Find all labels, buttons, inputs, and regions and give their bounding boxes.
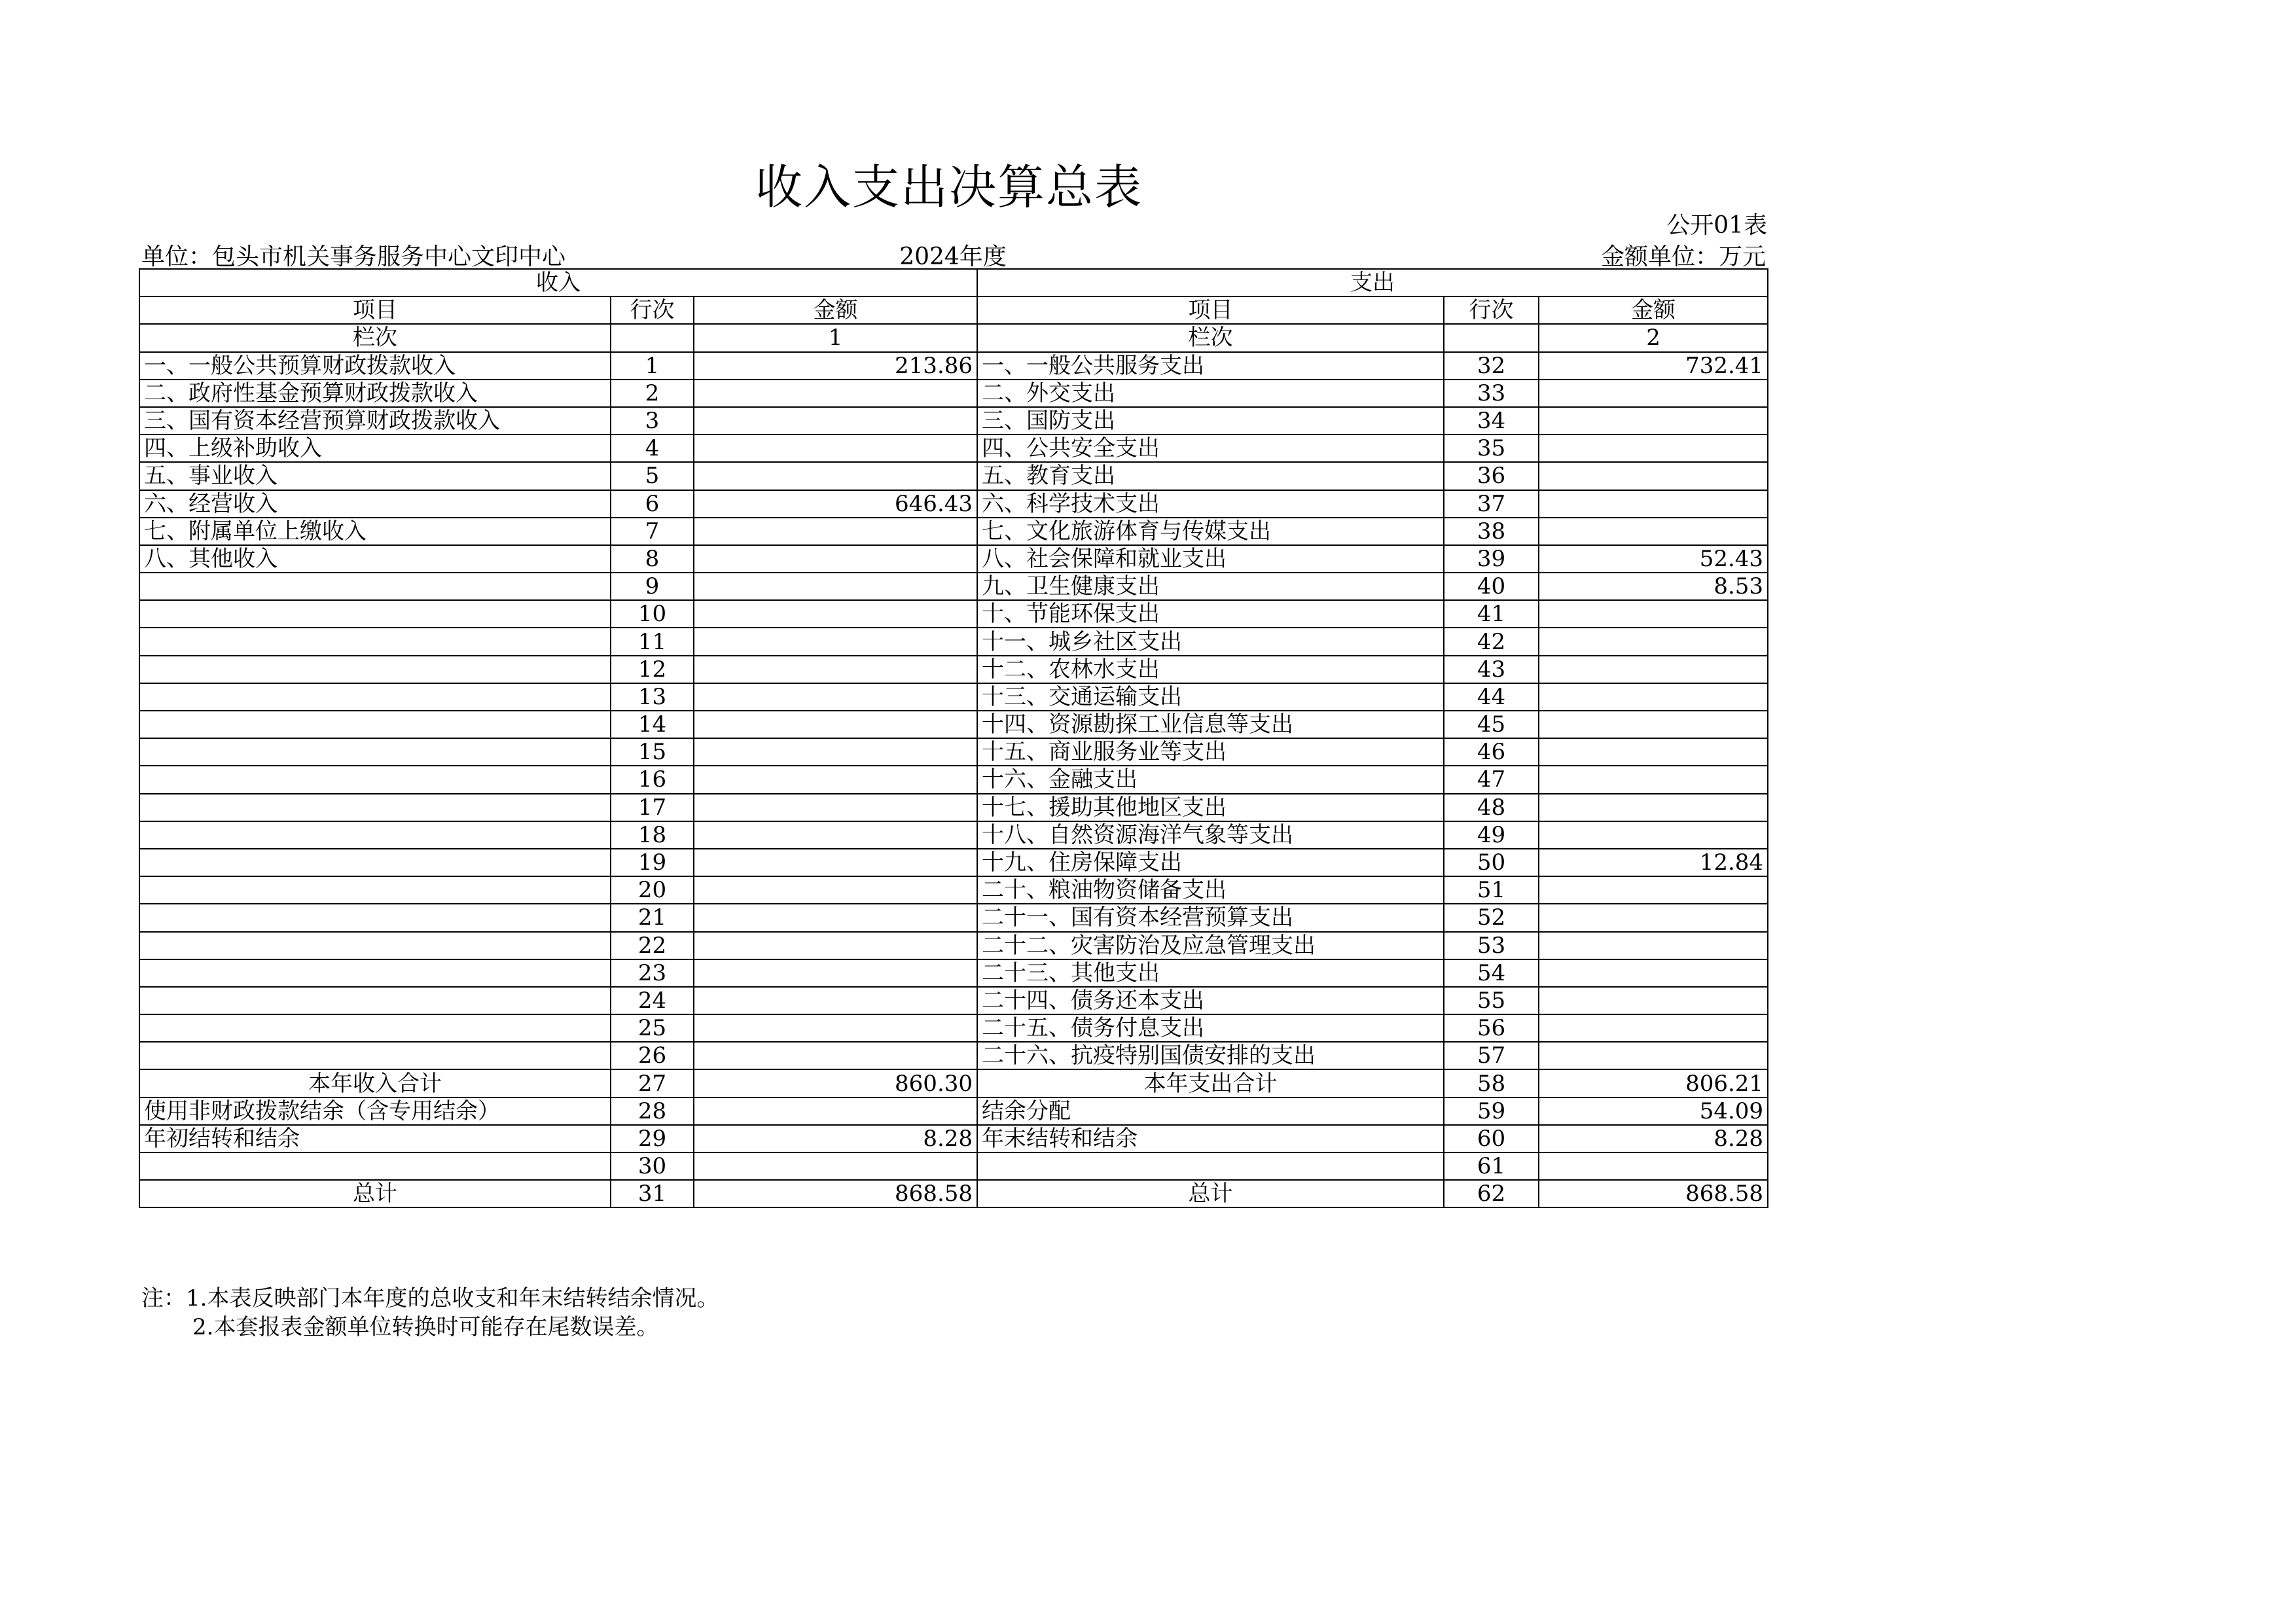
expense-item-cell: 年末结转和结余 [977,1125,1444,1152]
table-row [139,711,1768,738]
income-amount-cell [694,683,977,711]
expense-amount-cell [1539,959,1768,987]
expense-item-cell: 三、国防支出 [977,407,1444,435]
expense-line-cell: 53 [1444,932,1539,959]
income-line-cell: 23 [611,959,694,987]
income-item-cell [139,904,611,931]
income-item-cell: 七、附属单位上缴收入 [139,518,611,545]
income-amount-cell: 8.28 [694,1125,977,1152]
expense-line-cell: 55 [1444,987,1539,1014]
expense-item-cell: 十三、交通运输支出 [977,683,1444,711]
income-item-cell [139,628,611,655]
expense-amount-cell: 732.41 [1539,352,1768,380]
expense-line-cell: 48 [1444,794,1539,821]
expense-item-cell: 十、节能环保支出 [977,600,1444,628]
expense-line-cell: 34 [1444,407,1539,435]
income-amount-cell [694,766,977,793]
expense-line-cell: 50 [1444,849,1539,876]
income-item-cell [139,794,611,821]
expense-amount-cell [1539,490,1768,518]
income-amount-cell [694,959,977,987]
income-line-cell: 8 [611,545,694,573]
income-amount-cell [694,932,977,959]
form-number: 公开01表 [1666,212,1767,239]
table-row [139,766,1768,793]
expense-item-cell: 十八、自然资源海洋气象等支出 [977,821,1444,849]
income-item-cell [139,766,611,793]
expense-item-cell [977,1152,1444,1180]
expense-amount-cell [1539,628,1768,655]
income-item-header: 项目 [139,296,611,324]
expense-item-cell: 四、公共安全支出 [977,435,1444,462]
expense-amount-cell [1539,518,1768,545]
footnotes [141,1284,719,1342]
income-line-cell: 3 [611,407,694,435]
expense-line-cell: 32 [1444,352,1539,380]
income-line-cell: 17 [611,794,694,821]
expense-amount-cell [1539,462,1768,490]
expense-amount-cell [1539,876,1768,904]
expense-line-cell: 59 [1444,1097,1539,1125]
income-line-cell: 6 [611,490,694,518]
income-amount-cell [694,849,977,876]
income-amount-cell [694,1042,977,1069]
income-line-cell: 20 [611,876,694,904]
income-amount-cell [694,518,977,545]
income-line-cell: 21 [611,904,694,931]
expense-item-cell: 十一、城乡社区支出 [977,628,1444,655]
income-amount-cell [694,794,977,821]
expense-item-cell: 二十五、债务付息支出 [977,1014,1444,1042]
table-row [139,794,1768,821]
income-line-cell: 27 [611,1069,694,1097]
table-row [139,683,1768,711]
income-amount-cell [694,435,977,462]
income-amount-cell [694,380,977,407]
expense-amount-cell [1539,821,1768,849]
expense-line-cell: 36 [1444,462,1539,490]
expense-amount-cell [1539,1152,1768,1180]
income-line-cell: 11 [611,628,694,655]
income-item-cell [139,821,611,849]
income-item-cell: 三、国有资本经营预算财政拨款收入 [139,407,611,435]
table-row [139,628,1768,655]
expense-line-blank [1444,324,1539,351]
income-item-cell [139,987,611,1014]
income-item-cell [139,711,611,738]
footnote-1: 注：1.本表反映部门本年度的总收支和年末结转结余情况。 [141,1285,719,1311]
income-amount-cell [694,462,977,490]
income-item-cell: 五、事业收入 [139,462,611,490]
table-row [139,876,1768,904]
income-line-cell: 29 [611,1125,694,1152]
income-line-cell: 18 [611,821,694,849]
table-row [139,1042,1768,1069]
income-line-cell: 5 [611,462,694,490]
income-line-blank [611,324,694,351]
footnote-2: 2.本套报表金额单位转换时可能存在尾数误差。 [192,1314,659,1340]
expense-item-cell: 十七、援助其他地区支出 [977,794,1444,821]
income-line-cell: 7 [611,518,694,545]
income-line-cell: 28 [611,1097,694,1125]
table-row [139,545,1768,573]
table-row [139,518,1768,545]
page-title: 收入支出决算总表 [755,160,1143,215]
income-item-cell [139,573,611,600]
expense-item-cell: 一、一般公共服务支出 [977,352,1444,380]
income-amount-cell [694,876,977,904]
income-item-cell: 本年收入合计 [139,1069,611,1097]
expense-item-cell: 二十一、国有资本经营预算支出 [977,904,1444,931]
table-row [139,656,1768,683]
expense-item-cell: 二、外交支出 [977,380,1444,407]
expense-line-cell: 44 [1444,683,1539,711]
expense-amount-cell [1539,435,1768,462]
income-line-cell: 31 [611,1180,694,1207]
income-amount-cell: 213.86 [694,352,977,380]
income-line-cell: 12 [611,656,694,683]
expense-line-cell: 37 [1444,490,1539,518]
income-item-cell [139,876,611,904]
expense-line-cell: 57 [1444,1042,1539,1069]
expense-amount-cell: 52.43 [1539,545,1768,573]
expense-line-cell: 60 [1444,1125,1539,1152]
fiscal-year-label: 2024年度 [899,243,1007,270]
table-row [139,1152,1768,1180]
table-row [139,380,1768,407]
expense-item-cell: 十二、农林水支出 [977,656,1444,683]
income-amount-cell: 868.58 [694,1180,977,1207]
expense-item-header: 项目 [977,296,1444,324]
expense-line-cell: 38 [1444,518,1539,545]
income-line-cell: 25 [611,1014,694,1042]
income-expense-table [139,268,1768,1208]
expense-amount-cell [1539,904,1768,931]
expense-line-cell: 56 [1444,1014,1539,1042]
table-row [139,1180,1768,1207]
expense-amount-cell [1539,711,1768,738]
income-line-cell: 24 [611,987,694,1014]
table-row [139,1125,1768,1152]
expense-amount-cell [1539,683,1768,711]
table-row [139,932,1768,959]
income-amount-cell [694,628,977,655]
income-amount-cell: 646.43 [694,490,977,518]
table-row [139,959,1768,987]
expense-line-cell: 42 [1444,628,1539,655]
income-column-label: 栏次 [139,324,611,351]
expense-item-cell: 十四、资源勘探工业信息等支出 [977,711,1444,738]
table-row [139,1097,1768,1125]
expense-line-cell: 46 [1444,738,1539,766]
expense-item-cell: 结余分配 [977,1097,1444,1125]
expense-line-cell: 52 [1444,904,1539,931]
unit-line [139,237,1767,270]
table-row [139,1014,1768,1042]
income-line-cell: 22 [611,932,694,959]
expense-amount-cell: 806.21 [1539,1069,1768,1097]
income-amount-cell [694,656,977,683]
income-amount-cell: 860.30 [694,1069,977,1097]
income-line-cell: 9 [611,573,694,600]
expense-amount-cell [1539,932,1768,959]
income-amount-cell [694,987,977,1014]
expense-amount-cell: 868.58 [1539,1180,1768,1207]
income-item-cell [139,656,611,683]
table-row [139,352,1768,380]
expense-line-header: 行次 [1444,296,1539,324]
income-item-cell [139,849,611,876]
table-row [139,738,1768,766]
expense-item-cell: 五、教育支出 [977,462,1444,490]
income-item-cell [139,1042,611,1069]
income-line-cell: 2 [611,380,694,407]
income-item-cell: 使用非财政拨款结余（含专用结余） [139,1097,611,1125]
expense-line-cell: 51 [1444,876,1539,904]
income-amount-cell [694,573,977,600]
expense-item-cell: 八、社会保障和就业支出 [977,545,1444,573]
table-row [139,600,1768,628]
income-amount-cell [694,904,977,931]
expense-item-cell: 本年支出合计 [977,1069,1444,1097]
expense-item-cell: 二十四、债务还本支出 [977,987,1444,1014]
expense-line-cell: 35 [1444,435,1539,462]
income-line-cell: 10 [611,600,694,628]
expense-line-cell: 49 [1444,821,1539,849]
expense-amount-header: 金额 [1539,296,1768,324]
income-column-number: 1 [694,324,977,351]
income-amount-cell [694,738,977,766]
income-item-cell [139,959,611,987]
income-item-cell [139,683,611,711]
expense-amount-cell [1539,794,1768,821]
income-amount-cell [694,545,977,573]
expense-section-header: 支出 [977,269,1768,296]
expense-line-cell: 58 [1444,1069,1539,1097]
income-line-cell: 13 [611,683,694,711]
income-line-cell: 1 [611,352,694,380]
income-amount-header: 金额 [694,296,977,324]
expense-item-cell: 十九、住房保障支出 [977,849,1444,876]
table-row [139,407,1768,435]
expense-line-cell: 40 [1444,573,1539,600]
table-row [139,1069,1768,1097]
income-item-cell: 总计 [139,1180,611,1207]
expense-line-cell: 43 [1444,656,1539,683]
expense-amount-cell: 54.09 [1539,1097,1768,1125]
column-header-row [139,296,1768,324]
expense-line-cell: 33 [1444,380,1539,407]
income-line-cell: 19 [611,849,694,876]
income-amount-cell [694,600,977,628]
expense-amount-cell [1539,766,1768,793]
table-row [139,462,1768,490]
table-row [139,987,1768,1014]
expense-column-number: 2 [1539,324,1768,351]
table-row [139,573,1768,600]
income-item-cell [139,600,611,628]
expense-column-label: 栏次 [977,324,1444,351]
expense-item-cell: 二十二、灾害防治及应急管理支出 [977,932,1444,959]
expense-item-cell: 七、文化旅游体育与传媒支出 [977,518,1444,545]
expense-item-cell: 六、科学技术支出 [977,490,1444,518]
money-unit-label: 金额单位：万元 [1600,243,1766,270]
income-line-cell: 30 [611,1152,694,1180]
income-item-cell [139,738,611,766]
expense-amount-cell: 8.53 [1539,573,1768,600]
expense-line-cell: 39 [1444,545,1539,573]
income-amount-cell [694,407,977,435]
income-item-cell: 四、上级补助收入 [139,435,611,462]
expense-amount-cell [1539,600,1768,628]
expense-item-cell: 十六、金融支出 [977,766,1444,793]
table-row [139,849,1768,876]
expense-item-cell: 十五、商业服务业等支出 [977,738,1444,766]
income-section-header: 收入 [139,269,977,296]
income-amount-cell [694,711,977,738]
income-amount-cell [694,821,977,849]
income-amount-cell [694,1014,977,1042]
expense-item-cell: 总计 [977,1180,1444,1207]
expense-item-cell: 二十、粮油物资储备支出 [977,876,1444,904]
expense-line-cell: 61 [1444,1152,1539,1180]
section-header-row [139,269,1768,296]
expense-amount-cell [1539,1014,1768,1042]
income-line-cell: 15 [611,738,694,766]
table-row [139,904,1768,931]
expense-line-cell: 45 [1444,711,1539,738]
table-row [139,435,1768,462]
expense-line-cell: 54 [1444,959,1539,987]
organization-label: 单位：包头市机关事务服务中心文印中心 [141,243,566,270]
expense-item-cell: 二十三、其他支出 [977,959,1444,987]
expense-line-cell: 62 [1444,1180,1539,1207]
expense-amount-cell: 12.84 [1539,849,1768,876]
expense-amount-cell [1539,380,1768,407]
income-item-cell: 年初结转和结余 [139,1125,611,1152]
table-row [139,490,1768,518]
income-line-header: 行次 [611,296,694,324]
income-amount-cell [694,1152,977,1180]
table-row [139,821,1768,849]
expense-amount-cell [1539,738,1768,766]
expense-line-cell: 47 [1444,766,1539,793]
income-item-cell: 六、经营收入 [139,490,611,518]
expense-amount-cell: 8.28 [1539,1125,1768,1152]
income-item-cell: 一、一般公共预算财政拨款收入 [139,352,611,380]
expense-amount-cell [1539,656,1768,683]
expense-item-cell: 二十六、抗疫特别国债安排的支出 [977,1042,1444,1069]
expense-amount-cell [1539,1042,1768,1069]
income-item-cell [139,1152,611,1180]
income-line-cell: 16 [611,766,694,793]
income-amount-cell [694,1097,977,1125]
expense-amount-cell [1539,987,1768,1014]
expense-amount-cell [1539,407,1768,435]
income-line-cell: 14 [611,711,694,738]
column-number-row [139,324,1768,351]
income-item-cell [139,1014,611,1042]
expense-item-cell: 九、卫生健康支出 [977,573,1444,600]
income-item-cell: 二、政府性基金预算财政拨款收入 [139,380,611,407]
income-item-cell: 八、其他收入 [139,545,611,573]
income-item-cell [139,932,611,959]
income-line-cell: 26 [611,1042,694,1069]
expense-line-cell: 41 [1444,600,1539,628]
income-line-cell: 4 [611,435,694,462]
